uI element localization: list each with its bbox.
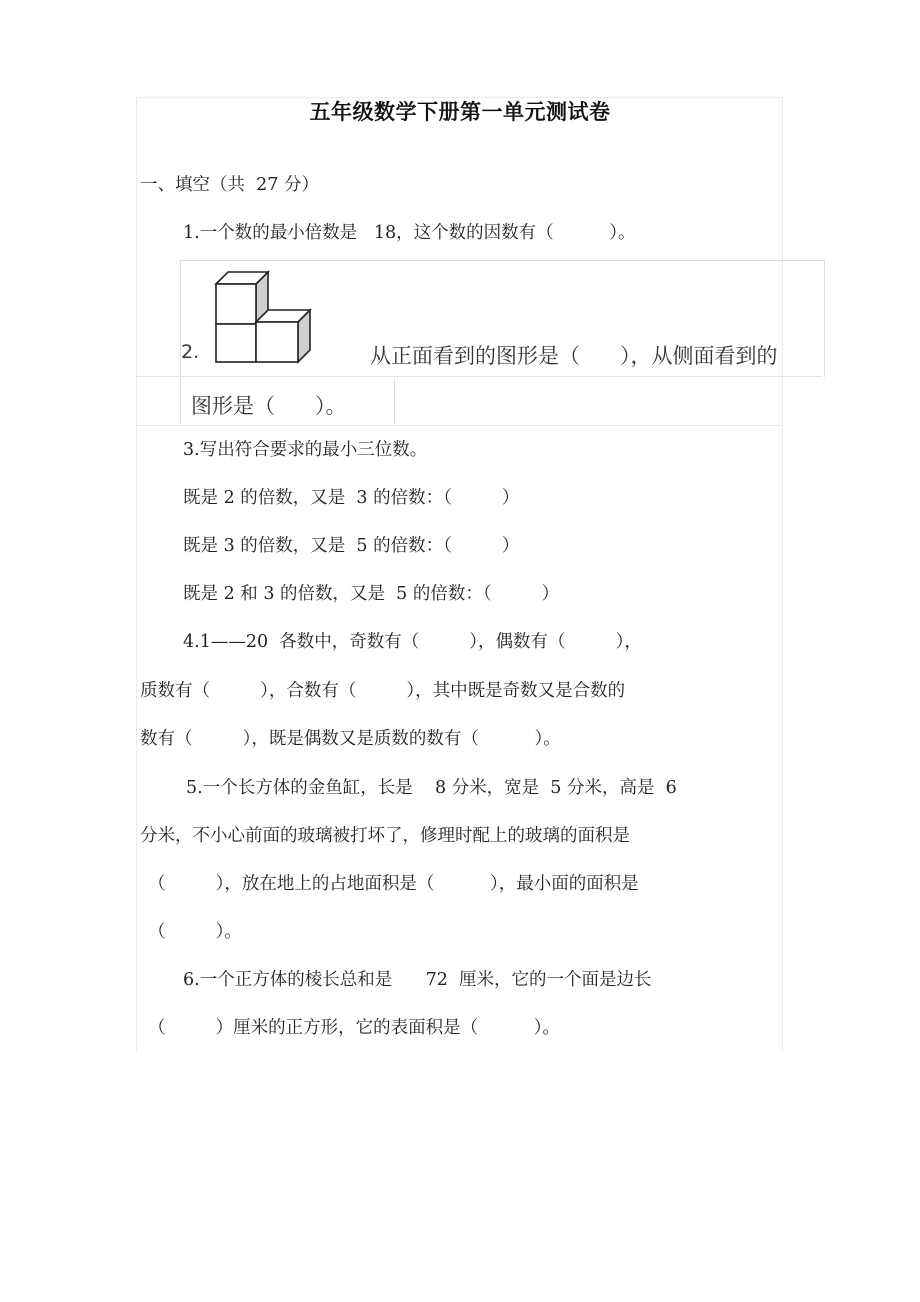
question-2-text: 从正面看到的图形是（ ），从侧面看到的 [370, 344, 778, 368]
question-5-line-2: 分米，不小心前面的玻璃被打坏了，修理时配上的玻璃的面积是 [140, 826, 630, 846]
section-heading: 一、填空（共 27 分） [140, 175, 319, 195]
question-2-number: 2. [181, 341, 200, 363]
question-5-line-4: （ ）。 [148, 922, 242, 942]
question-3-a: 既是 2 的倍数，又是 3 的倍数：（ ） [183, 488, 520, 508]
page-frame-right [782, 97, 783, 1052]
question-4-line-1: 4.1——20 各数中，奇数有（ ），偶数有（ ）， [183, 632, 642, 652]
question-3-c: 既是 2 和 3 的倍数，又是 5 的倍数：（ ） [183, 584, 560, 604]
question-3-intro: 3.写出符合要求的最小三位数。 [183, 440, 428, 460]
question-4-line-3: 数有（ ），既是偶数又是质数的数有（ ）。 [140, 729, 561, 749]
question-2-text-continued: 图形是（ ）。 [191, 394, 347, 418]
question-5-line-1: 5.一个长方体的金鱼缸，长是 8 分米，宽是 5 分米，高是 6 [186, 778, 677, 798]
page-frame-left [136, 97, 137, 1052]
cube-stack-figure [208, 266, 318, 366]
question-5-line-3: （ ），放在地上的占地面积是（ ），最小面的面积是 [148, 874, 639, 894]
question-3-b: 既是 3 的倍数，又是 5 的倍数：（ ） [183, 536, 520, 556]
question-6-line-1: 6.一个正方体的棱长总和是 72 厘米，它的一个面是边长 [183, 970, 652, 990]
page-title: 五年级数学下册第一单元测试卷 [309, 100, 611, 124]
figure-divider-bottom [136, 425, 782, 426]
question-6-line-2: （ ）厘米的正方形，它的表面积是（ ）。 [148, 1018, 560, 1038]
question-1: 1.一个数的最小倍数是 18，这个数的因数有（ ）。 [183, 223, 636, 243]
question-4-line-2: 质数有（ ），合数有（ ），其中既是奇数又是合数的 [140, 681, 626, 701]
figure-divider [136, 376, 822, 377]
